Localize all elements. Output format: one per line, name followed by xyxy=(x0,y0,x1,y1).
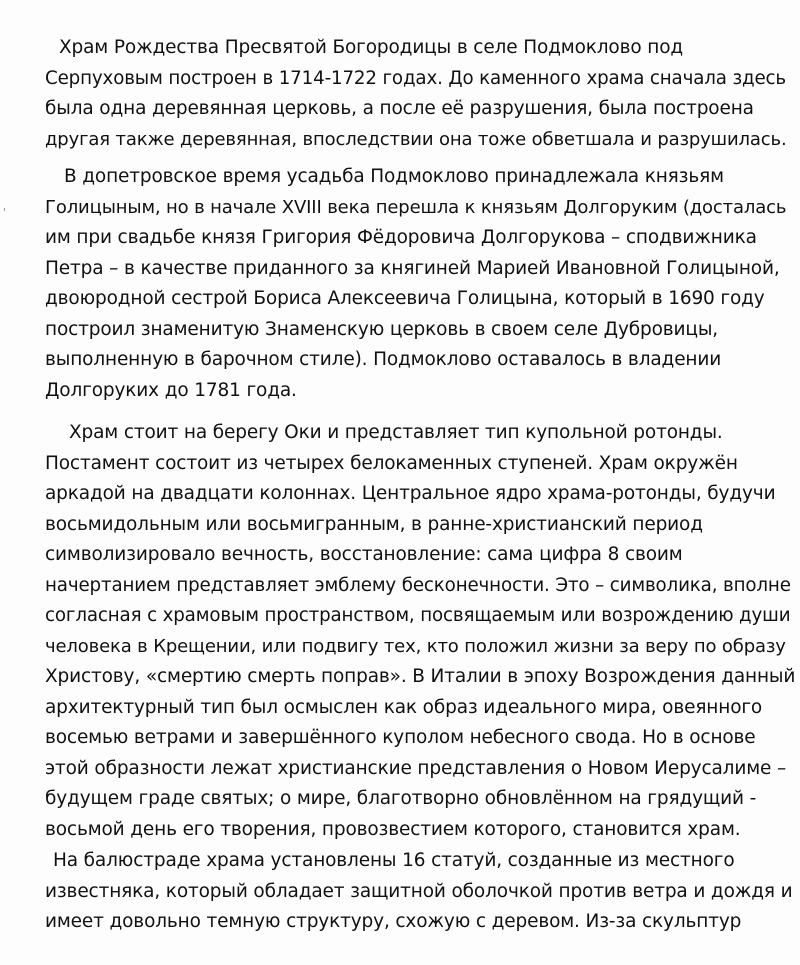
text-line: аркадой на двадцати колоннах. Центральное ядро храма-ротонды, будучи xyxy=(45,483,776,504)
text-line: Петра – в качестве приданного за княгиней Марией Ивановной Голицыной, xyxy=(45,257,780,279)
text-line: Христову, «смертию смерть поправ». В Италии в эпоху Возрождения данный xyxy=(45,666,796,687)
text-line: согласная с храмовым пространством, посвящаемым или возрождению души xyxy=(45,605,791,626)
text-line: Постамент состоит из четырех белокаменных ступеней. Храм окружён xyxy=(45,452,738,474)
text-line: На балюстраде храма установлены 16 статуй, созданные из местного xyxy=(53,850,735,871)
text-line: восьмидольным или восьмигранным, в ранне-христианский период xyxy=(45,513,703,535)
text-line: известняка, который обладает защитной оболочкой против ветра и дождя и xyxy=(45,880,793,902)
text-line: человека в Крещении, или подвигу тех, кто положил жизни за веру по образу xyxy=(45,635,786,657)
text-line: восемью ветрами и завершённого куполом небесного свода. Но в основе xyxy=(45,727,756,748)
text-line: Долгоруких до 1781 года. xyxy=(45,379,297,401)
text-line: выполненную в барочном стиле). Подмоклово оставалось в владении xyxy=(45,349,722,370)
text-line: Серпуховым построен в 1714-1722 годах. До каменного храма сначала здесь xyxy=(45,67,787,89)
text-line: Голицыным, но в начале XVIII века перешла к князьям Долгоруким (досталась xyxy=(45,196,787,218)
text-line: восьмой день его творения, провозвестием которого, становится храм. xyxy=(45,818,741,840)
text-line: В допетровское время усадьба Подмоклово принадлежала князьям xyxy=(64,166,724,187)
text-line: начертанием представляет эмблему бесконечности. Это – символика, вполне xyxy=(45,574,791,596)
paragraph-4 xyxy=(45,846,795,938)
text-line: двоюродной сестрой Бориса Алексеевича Голицына, который в 1690 году xyxy=(45,288,765,309)
text-line: имеет довольно темную структуру, схожую с деревом. Из-за скульптур xyxy=(45,911,742,932)
text-line: построил знаменитую Знаменскую церковь в своем селе Дубровицы, xyxy=(45,318,719,340)
text-line: символизировало вечность, восстановление: сама цифра 8 своим xyxy=(45,544,683,565)
paragraph-2 xyxy=(45,162,795,406)
text-line: другая также деревянная, впоследствии она тоже обветшала и разрушилась. xyxy=(45,128,787,150)
text-line: была одна деревянная церковь, а после её разрушения, была построена xyxy=(45,98,754,119)
paragraph-3 xyxy=(45,418,795,845)
text-line: архитектурный тип был осмыслен как образ идеального мира, овеянного xyxy=(45,696,763,718)
text-line: Храм стоит на берегу Оки и представляет тип купольной ротонды. xyxy=(69,422,723,443)
scan-speck xyxy=(4,208,5,211)
text-line: Храм Рождества Пресвятой Богородицы в селе Подмоклово под xyxy=(59,37,684,58)
text-line: этой образности лежат христианские представления о Новом Иерусалиме – xyxy=(45,757,787,779)
text-line: им при свадьбе князя Григория Фёдоровича Долгорукова – сподвижника xyxy=(45,227,757,248)
text-line: будущем граде святых; о мире, благотворно обновлённом на грядущий - xyxy=(45,788,757,809)
paragraph-1 xyxy=(45,33,795,155)
